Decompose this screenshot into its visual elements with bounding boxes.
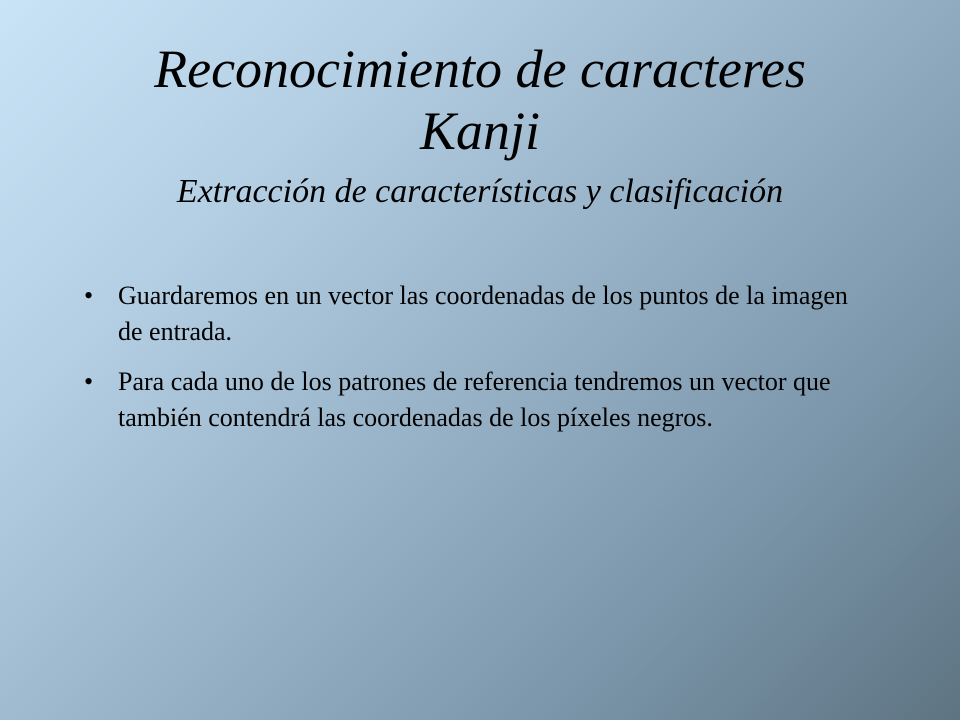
bullet-text: Para cada uno de los patrones de referencia tendremos un vector que también contendrá las coordenadas de los píxeles negros. [118, 367, 831, 432]
title-line-2: Kanji [419, 101, 541, 161]
bullet-icon: • [84, 367, 94, 396]
bullet-list [76, 278, 876, 450]
bullet-item [76, 364, 876, 436]
slide-subtitle: Extracción de características y clasificación [176, 173, 784, 210]
bullet-text: Guardaremos en un vector las coordenadas de los puntos de la imagen de entrada. [118, 281, 848, 346]
title-line-1: Reconocimiento de caracteres [154, 39, 806, 99]
bullet-item [76, 278, 876, 350]
bullet-icon: • [84, 281, 94, 310]
slide-title [40, 38, 920, 214]
